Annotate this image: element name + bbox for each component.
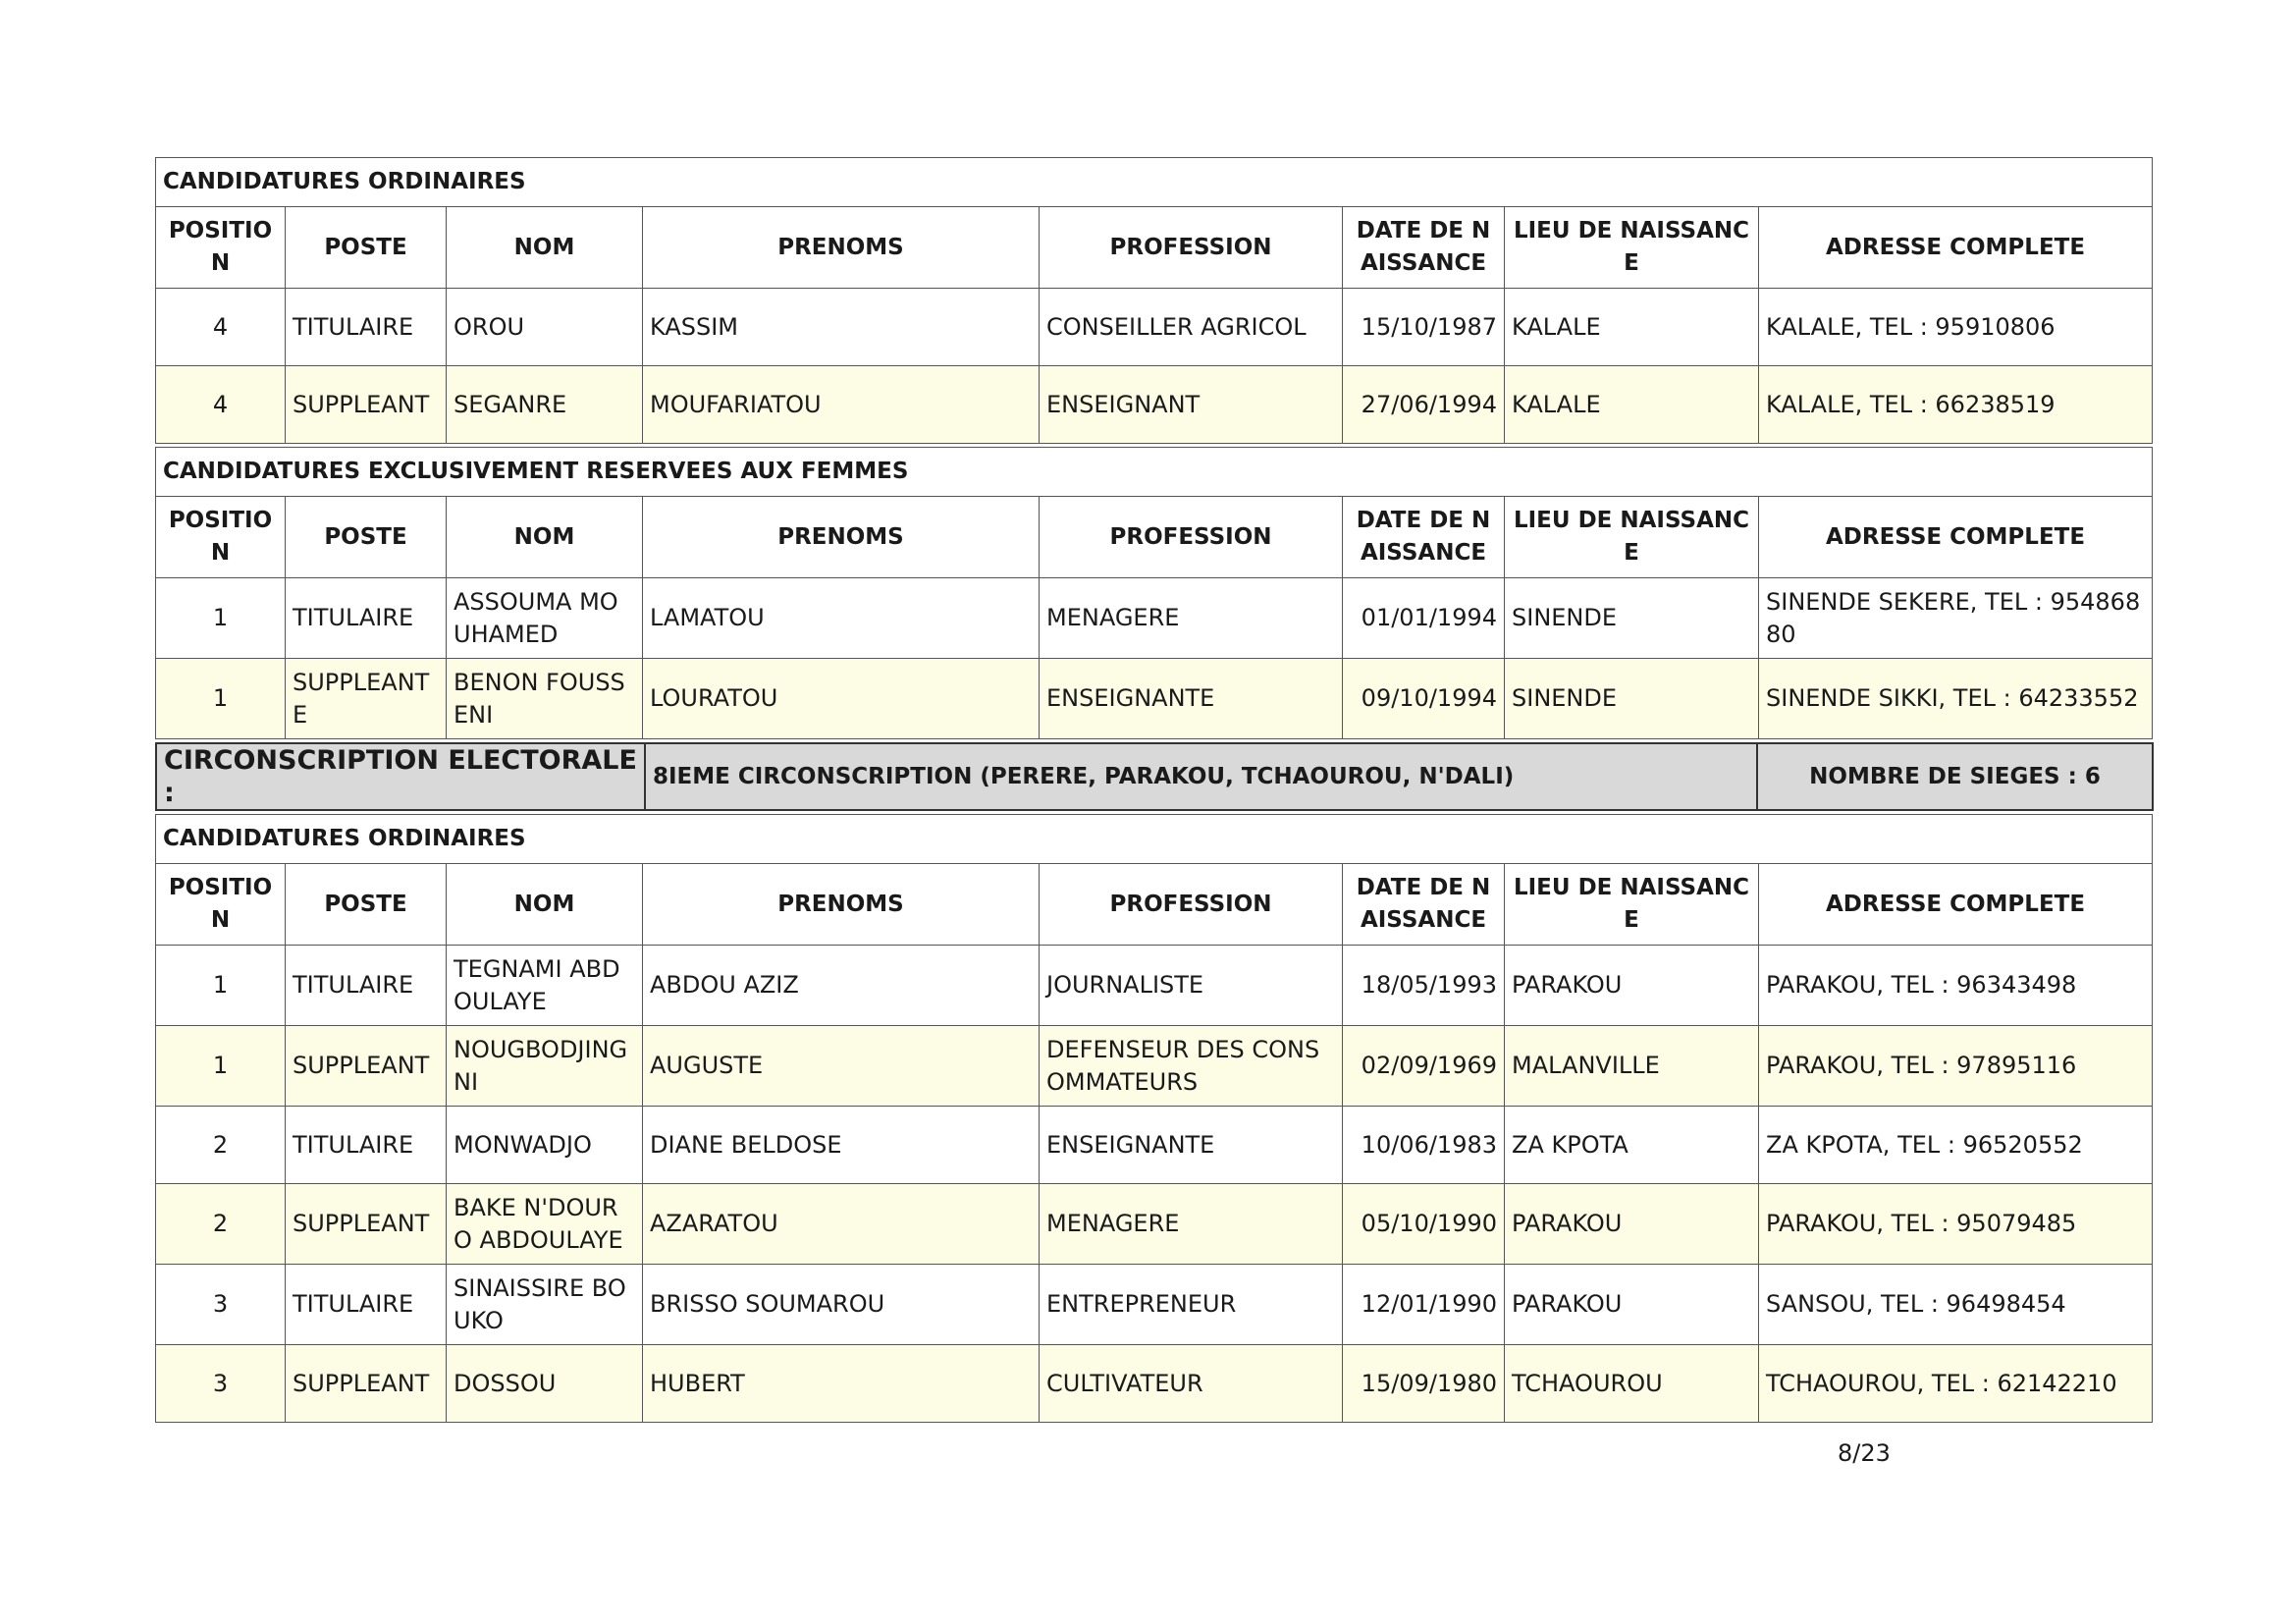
cell-poste: TITULAIRE [286, 578, 447, 659]
header-position: POSITION [156, 207, 286, 289]
header-date-naissance: DATE DE NAISSANCE [1343, 497, 1505, 578]
cell-nom: MONWADJO [447, 1107, 643, 1184]
cell-prenoms: MOUFARIATOU [643, 366, 1040, 444]
cell-date: 12/01/1990 [1343, 1265, 1505, 1345]
cell-adresse: KALALE, TEL : 66238519 [1759, 366, 2153, 444]
section-title: CANDIDATURES EXCLUSIVEMENT RESERVEES AUX FEMMES [156, 448, 2153, 497]
page-number: 8/23 [1838, 1439, 1891, 1467]
cell-prenoms: AUGUSTE [643, 1026, 1040, 1107]
section-title: CANDIDATURES ORDINAIRES [156, 158, 2153, 207]
section-ordinaires-2 [155, 814, 2153, 1423]
cell-adresse: TCHAOUROU, TEL : 62142210 [1759, 1345, 2153, 1423]
header-nom: NOM [447, 207, 643, 289]
header-date-naissance: DATE DE NAISSANCE [1343, 207, 1505, 289]
header-lieu-naissance: LIEU DE NAISSANCE [1505, 497, 1759, 578]
cell-nom: ASSOUMA MOUHAMED [447, 578, 643, 659]
cell-date: 01/01/1994 [1343, 578, 1505, 659]
cell-adresse: KALALE, TEL : 95910806 [1759, 289, 2153, 366]
table-row [156, 1184, 2153, 1265]
header-prenoms: PRENOMS [643, 207, 1040, 289]
header-prenoms: PRENOMS [643, 864, 1040, 946]
table-row [156, 289, 2153, 366]
cell-profession: ENSEIGNANT [1040, 366, 1343, 444]
cell-date: 15/10/1987 [1343, 289, 1505, 366]
header-profession: PROFESSION [1040, 207, 1343, 289]
cell-nom: SEGANRE [447, 366, 643, 444]
cell-lieu: ZA KPOTA [1505, 1107, 1759, 1184]
cell-lieu: KALALE [1505, 366, 1759, 444]
cell-prenoms: HUBERT [643, 1345, 1040, 1423]
cell-position: 2 [156, 1107, 286, 1184]
table-row [156, 1026, 2153, 1107]
cell-poste: TITULAIRE [286, 1107, 447, 1184]
cell-profession: ENSEIGNANTE [1040, 659, 1343, 739]
cell-position: 1 [156, 1026, 286, 1107]
cell-date: 02/09/1969 [1343, 1026, 1505, 1107]
header-poste: POSTE [286, 864, 447, 946]
header-position: POSITION [156, 497, 286, 578]
cell-lieu: PARAKOU [1505, 946, 1759, 1026]
cell-prenoms: LOURATOU [643, 659, 1040, 739]
header-adresse: ADRESSE COMPLETE [1759, 207, 2153, 289]
cell-prenoms: ABDOU AZIZ [643, 946, 1040, 1026]
cell-lieu: PARAKOU [1505, 1265, 1759, 1345]
cell-position: 1 [156, 659, 286, 739]
cell-lieu: KALALE [1505, 289, 1759, 366]
table-row [156, 659, 2153, 739]
cell-profession: ENSEIGNANTE [1040, 1107, 1343, 1184]
cell-date: 18/05/1993 [1343, 946, 1505, 1026]
cell-adresse: ZA KPOTA, TEL : 96520552 [1759, 1107, 2153, 1184]
cell-date: 15/09/1980 [1343, 1345, 1505, 1423]
header-date-naissance: DATE DE NAISSANCE [1343, 864, 1505, 946]
cell-position: 1 [156, 946, 286, 1026]
cell-nom: TEGNAMI ABDOULAYE [447, 946, 643, 1026]
cell-nom: OROU [447, 289, 643, 366]
cell-date: 27/06/1994 [1343, 366, 1505, 444]
table-row [156, 578, 2153, 659]
header-adresse: ADRESSE COMPLETE [1759, 864, 2153, 946]
cell-position: 4 [156, 289, 286, 366]
nombre-sieges: NOMBRE DE SIEGES : 6 [1757, 743, 2153, 810]
cell-profession: MENAGERE [1040, 578, 1343, 659]
circonscription-bar [155, 742, 2154, 811]
cell-lieu: SINENDE [1505, 578, 1759, 659]
cell-poste: TITULAIRE [286, 289, 447, 366]
cell-nom: BAKE N'DOURO ABDOULAYE [447, 1184, 643, 1265]
cell-date: 10/06/1983 [1343, 1107, 1505, 1184]
cell-profession: MENAGERE [1040, 1184, 1343, 1265]
header-position: POSITION [156, 864, 286, 946]
cell-adresse: SINENDE SIKKI, TEL : 64233552 [1759, 659, 2153, 739]
cell-lieu: MALANVILLE [1505, 1026, 1759, 1107]
cell-nom: BENON FOUSSENI [447, 659, 643, 739]
circonscription-name: 8IEME CIRCONSCRIPTION (PERERE, PARAKOU, TCHAOUROU, N'DALI) [645, 743, 1757, 810]
cell-poste: TITULAIRE [286, 946, 447, 1026]
cell-position: 3 [156, 1345, 286, 1423]
cell-adresse: SANSOU, TEL : 96498454 [1759, 1265, 2153, 1345]
cell-adresse: SINENDE SEKERE, TEL : 95486880 [1759, 578, 2153, 659]
header-lieu-naissance: LIEU DE NAISSANCE [1505, 864, 1759, 946]
header-profession: PROFESSION [1040, 497, 1343, 578]
cell-adresse: PARAKOU, TEL : 97895116 [1759, 1026, 2153, 1107]
table-row [156, 946, 2153, 1026]
header-nom: NOM [447, 864, 643, 946]
cell-profession: CULTIVATEUR [1040, 1345, 1343, 1423]
document-page [155, 157, 2152, 1423]
cell-date: 09/10/1994 [1343, 659, 1505, 739]
cell-lieu: PARAKOU [1505, 1184, 1759, 1265]
table-header-row [156, 497, 2153, 578]
header-nom: NOM [447, 497, 643, 578]
circonscription-label: CIRCONSCRIPTION ELECTORALE : [156, 743, 645, 810]
cell-position: 3 [156, 1265, 286, 1345]
section-ordinaires-1 [155, 157, 2153, 444]
cell-poste: SUPPLEANTE [286, 659, 447, 739]
table-row [156, 1345, 2153, 1423]
table-header-row [156, 207, 2153, 289]
cell-nom: NOUGBODJINGNI [447, 1026, 643, 1107]
cell-nom: SINAISSIRE BOUKO [447, 1265, 643, 1345]
section-title: CANDIDATURES ORDINAIRES [156, 815, 2153, 864]
cell-lieu: SINENDE [1505, 659, 1759, 739]
table-row [156, 366, 2153, 444]
cell-profession: JOURNALISTE [1040, 946, 1343, 1026]
cell-prenoms: LAMATOU [643, 578, 1040, 659]
cell-poste: SUPPLEANT [286, 366, 447, 444]
cell-position: 4 [156, 366, 286, 444]
cell-prenoms: KASSIM [643, 289, 1040, 366]
section-femmes [155, 447, 2153, 739]
cell-poste: SUPPLEANT [286, 1184, 447, 1265]
header-poste: POSTE [286, 497, 447, 578]
cell-prenoms: BRISSO SOUMAROU [643, 1265, 1040, 1345]
header-poste: POSTE [286, 207, 447, 289]
cell-nom: DOSSOU [447, 1345, 643, 1423]
cell-position: 2 [156, 1184, 286, 1265]
cell-position: 1 [156, 578, 286, 659]
cell-poste: SUPPLEANT [286, 1345, 447, 1423]
cell-adresse: PARAKOU, TEL : 96343498 [1759, 946, 2153, 1026]
cell-profession: CONSEILLER AGRICOL [1040, 289, 1343, 366]
table-row [156, 1107, 2153, 1184]
cell-lieu: TCHAOUROU [1505, 1345, 1759, 1423]
cell-prenoms: AZARATOU [643, 1184, 1040, 1265]
cell-date: 05/10/1990 [1343, 1184, 1505, 1265]
table-header-row [156, 864, 2153, 946]
header-prenoms: PRENOMS [643, 497, 1040, 578]
header-profession: PROFESSION [1040, 864, 1343, 946]
cell-profession: ENTREPRENEUR [1040, 1265, 1343, 1345]
cell-prenoms: DIANE BELDOSE [643, 1107, 1040, 1184]
cell-profession: DEFENSEUR DES CONSOMMATEURS [1040, 1026, 1343, 1107]
cell-poste: TITULAIRE [286, 1265, 447, 1345]
header-adresse: ADRESSE COMPLETE [1759, 497, 2153, 578]
header-lieu-naissance: LIEU DE NAISSANCE [1505, 207, 1759, 289]
cell-adresse: PARAKOU, TEL : 95079485 [1759, 1184, 2153, 1265]
cell-poste: SUPPLEANT [286, 1026, 447, 1107]
table-row [156, 1265, 2153, 1345]
